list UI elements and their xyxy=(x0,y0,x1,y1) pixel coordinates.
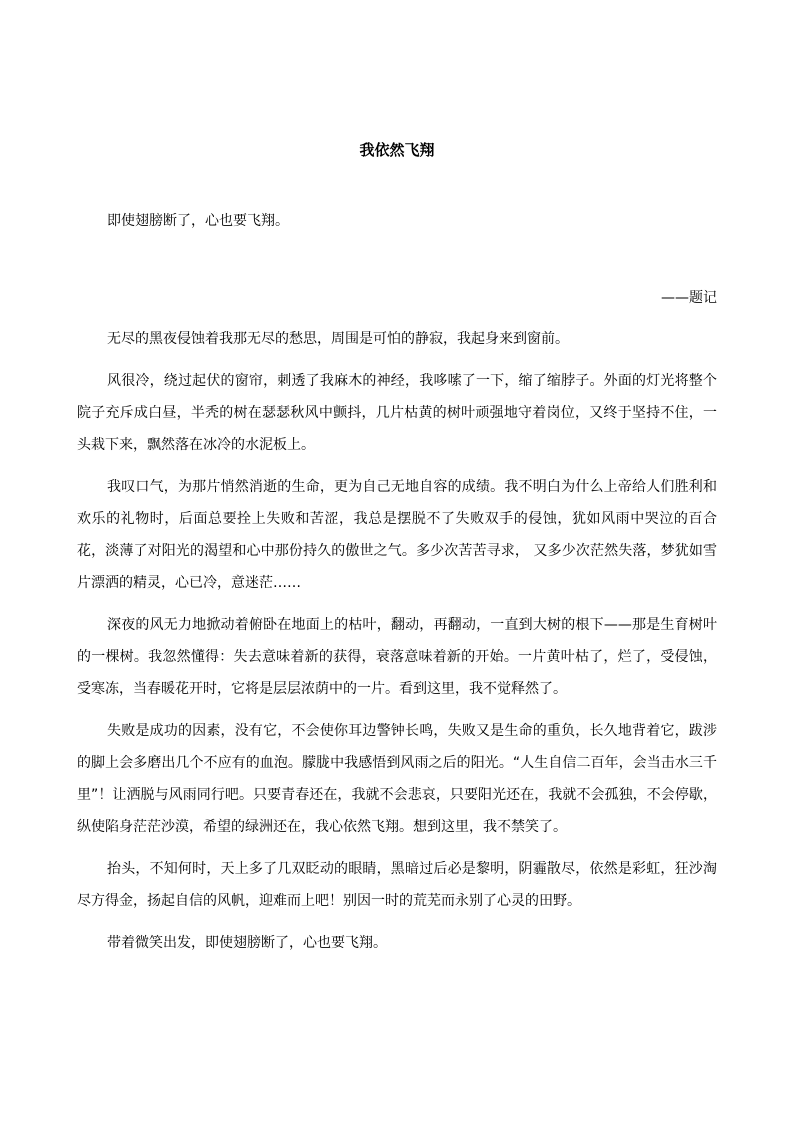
paragraph-5: 失败是成功的因素，没有它，不会使你耳边警钟长鸣，失败又是生命的重负，长久地背着它，跋涉的脚上会多磨出几个不应有的血泡。朦胧中我感悟到风雨之后的阳光。“人生自信二百年，会当击水三千里”！让洒脱与风雨同行吧。只要青春还在，我就不会悲哀，只要阳光还在，我就不会孤独，不会停歇，纵使陷身茫茫沙漠，希望的绿洲还在，我心依然飞翔。想到这里，我不禁笑了。 xyxy=(77,723,717,835)
paragraph-7: 带着微笑出发，即使翅膀断了，心也要飞翔。 xyxy=(107,935,387,951)
paragraph-2: 风很冷，绕过起伏的窗帘，刺透了我麻木的神经，我哆嗦了一下，缩了缩脖子。外面的灯光将整个院子充斥成白昼，半秃的树在瑟瑟秋风中颤抖，几片枯黄的树叶顽强地守着岗位，又终于坚持不住，一头栽下来，飘然落在冰冷的水泥板上。 xyxy=(77,373,717,453)
paragraph-4: 深夜的风无力地掀动着俯卧在地面上的枯叶，翻动，再翻动，一直到大树的根下——那是生育树叶的一棵树。我忽然懂得：失去意味着新的获得，衰落意味着新的开始。一片黄叶枯了，烂了，受侵蚀，受寒冻，当春暖花开时，它将是层层浓荫中的一片。看到这里，我不觉释然了。 xyxy=(77,617,717,697)
paragraph-1: 无尽的黑夜侵蚀着我那无尽的愁思，周围是可怕的静寂，我起身来到窗前。 xyxy=(107,331,569,347)
paragraph-6: 抬头，不知何时，天上多了几双眨动的眼睛，黑暗过后必是黎明，阴霾散尽，依然是彩虹，狂沙淘尽方得金，扬起自信的风帆，迎难而上吧！别因一时的荒芜而永别了心灵的田野。 xyxy=(77,861,717,909)
paragraph-3: 我叹口气，为那片悄然消逝的生命，更为自己无地自容的成绩。我不明白为什么上帝给人们胜利和欢乐的礼物时，后面总要拴上失败和苦涩，我总是摆脱不了失败双手的侵蚀，犹如风雨中哭泣的百合花，淡薄了对阳光的渴望和心中那份持久的傲世之气。多少次苦苦寻求， 又多少次茫然失落，梦犹如雪片漂洒的精灵，心已冷，意迷茫…… xyxy=(77,479,717,591)
essay-body xyxy=(77,323,717,969)
epigraph: 即使翅膀断了，心也要飞翔。 xyxy=(107,213,289,229)
epigraph-attribution: ——题记 xyxy=(661,290,717,306)
document-title: 我依然飞翔 xyxy=(359,141,435,159)
